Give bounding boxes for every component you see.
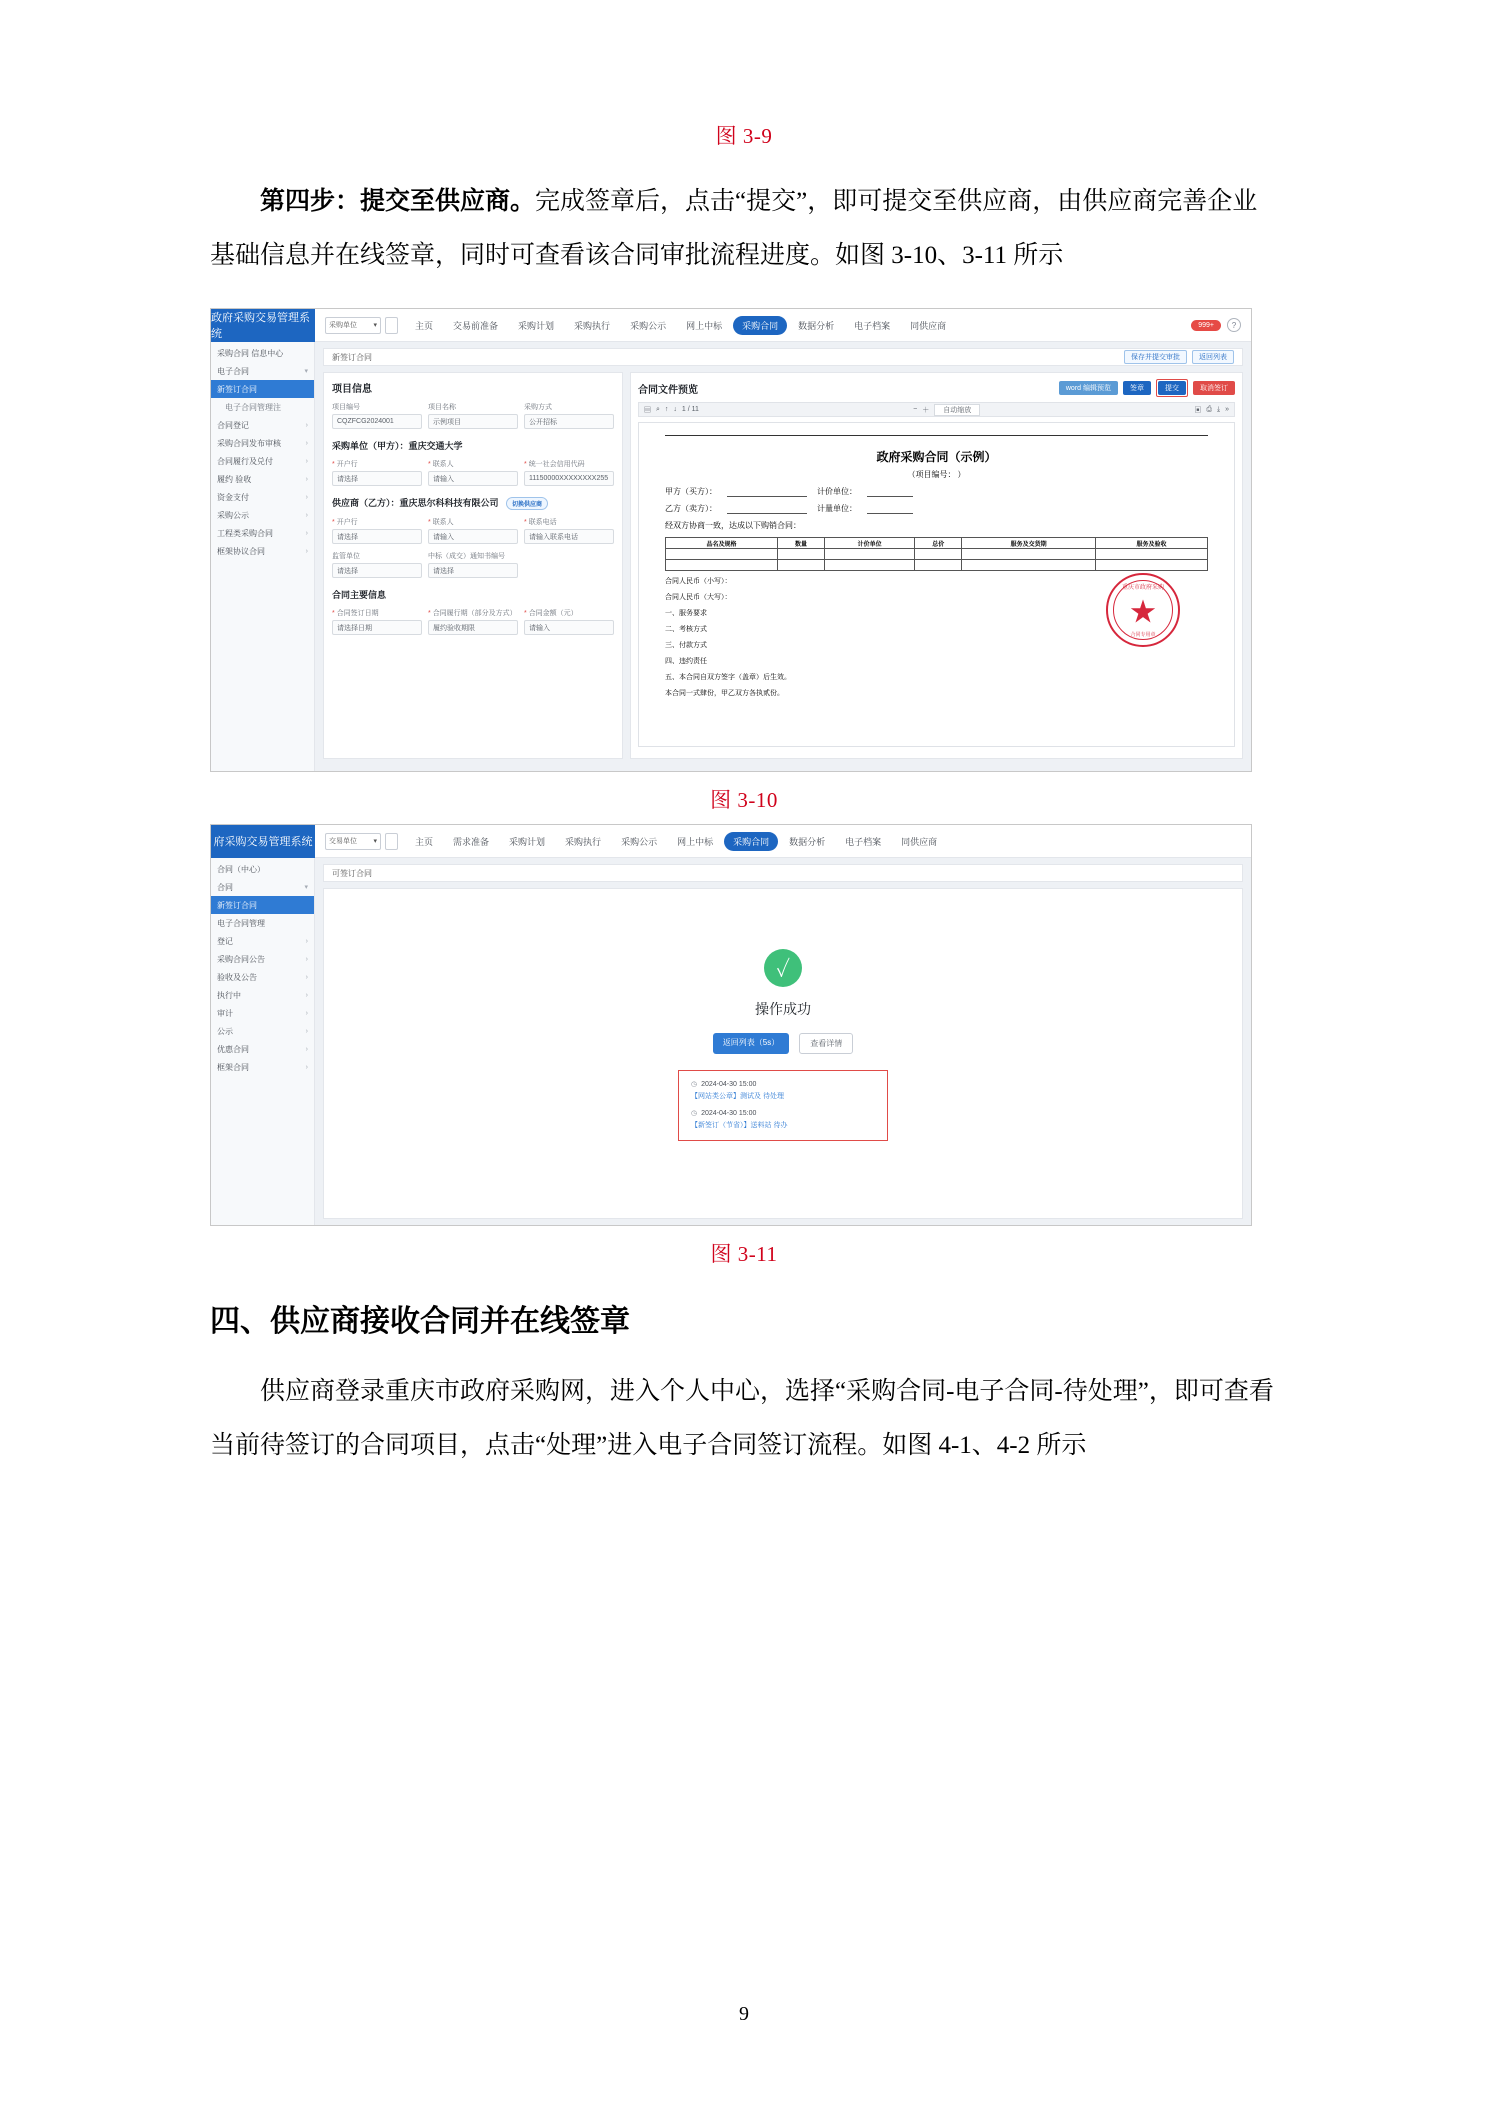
timeline-text-1[interactable]: 【新签订（节省）】送料站 待办: [691, 1122, 788, 1129]
supplier-field-row-1: [332, 517, 614, 544]
pdf-th-3: 总价: [915, 538, 962, 549]
app-body: [211, 342, 1251, 771]
pdf-line-1-left: 乙方（卖方）：: [665, 504, 717, 513]
contract-info-title: 合同主要信息: [332, 590, 387, 601]
sidebar-item-9[interactable]: [211, 506, 314, 524]
pdf-td: [666, 549, 778, 560]
paragraph-supplier: 供应商登录重庆市政府采购网，进入个人中心，选择“采购合同-电子合同-待处理”，即可查看当前待签订的合同项目，点击“处理”进入电子合同签订流程。如图 4-1、4-2 所示: [210, 1378, 1274, 1459]
field-procurement-method: [524, 402, 614, 429]
nav-item-1[interactable]: 交易前准备: [453, 320, 499, 331]
pdf-page-indicator: 1 / 11: [681, 406, 699, 413]
app-logo-2: 府采购交易管理系统: [211, 825, 315, 858]
submit-button-highlight: [1156, 379, 1188, 397]
timeline-time-0: 2024-04-30 15:00: [701, 1081, 757, 1088]
submit-button[interactable]: 提交: [1158, 381, 1186, 395]
field-label-project-code: 项目编号: [332, 404, 360, 411]
nav-item-6-active[interactable]: 采购合同: [733, 316, 787, 335]
paragraph-step-four-bold: 第四步：提交至供应商。: [260, 188, 536, 215]
contract-preview-panel: [630, 372, 1243, 759]
figure-caption-3-11: 图 3-11: [710, 1242, 778, 1266]
sidebar2-label-10: 优惠合同: [217, 1044, 249, 1054]
sidebar-item-label-7: 履约 验收: [217, 474, 252, 484]
view-detail-button[interactable]: 查看详情: [799, 1033, 853, 1054]
sidebar2-label-2: 新签订合同: [217, 900, 257, 910]
nav-item-3[interactable]: 采购执行: [574, 320, 611, 331]
sidebar-item-label-5: 采购合同发布审核: [217, 438, 281, 448]
sidebar-item-4[interactable]: [211, 416, 314, 434]
main-area-2: [315, 858, 1251, 1225]
chevron-right-icon: ›: [305, 1045, 308, 1053]
breadcrumb-actions: [1124, 350, 1234, 364]
main-nav-2: [406, 832, 946, 851]
field-buyer-credit-code: [524, 459, 614, 486]
nav2-item-9[interactable]: 同供应商: [901, 836, 938, 847]
sidebar-item-label-0: 采购合同 信息中心: [217, 348, 284, 358]
sign-button[interactable]: 签章: [1123, 381, 1151, 395]
nav-item-8[interactable]: 电子档案: [854, 320, 891, 331]
pdf-blank-1b: [867, 503, 913, 514]
chevron-right-icon: ›: [305, 547, 308, 555]
required-marker: *: [428, 519, 431, 527]
field-input-perform-period[interactable]: 履约验收期限: [428, 620, 518, 635]
field-input-award-notice-no[interactable]: 请选择: [428, 563, 518, 578]
sidebar2-item-10[interactable]: [211, 1040, 314, 1058]
official-seal-icon: [1106, 573, 1180, 647]
sidebar2-label-3: 电子合同管理: [217, 918, 265, 928]
sidebar2-label-11: 框架合同: [217, 1062, 249, 1072]
pdf-clause-6: 五、本合同自双方签字（盖章）后生效。: [665, 673, 791, 681]
pdf-td: [824, 549, 914, 560]
back-to-list-button[interactable]: 返回列表（5s）: [713, 1033, 789, 1054]
pdf-clause-1: 合同人民币（大写）：: [665, 593, 732, 601]
chevron-right-icon: ›: [305, 1009, 308, 1017]
field-label-sign-date: [332, 608, 422, 618]
field-project-code: [332, 402, 422, 429]
required-marker: *: [524, 610, 527, 618]
nav2-item-7[interactable]: 数据分析: [789, 836, 826, 847]
field-supplier-phone: [524, 517, 614, 544]
sidebar2-label-8: 审计: [217, 1008, 233, 1018]
field-input-regulator[interactable]: 请选择: [332, 563, 422, 578]
field-project-name: [428, 402, 518, 429]
chevron-down-icon: ▾: [304, 368, 308, 375]
zoom-level-select[interactable]: 自动缩放: [934, 404, 980, 416]
chevron-right-icon: ›: [305, 529, 308, 537]
nav-item-7[interactable]: 数据分析: [798, 320, 835, 331]
chevron-right-icon: ›: [305, 421, 308, 429]
field-label-buyer-contact: [428, 459, 518, 469]
project-info-title: 项目信息: [332, 384, 372, 395]
sidebar2-item-6[interactable]: [211, 968, 314, 986]
page-content: [210, 120, 1278, 1498]
sidebar: [211, 342, 315, 771]
field-input-project-code[interactable]: CQZFCG2024001: [332, 414, 422, 429]
sidebar-item-label-4: 合同登记: [217, 420, 249, 430]
app-topbar-2: [211, 825, 1251, 858]
supplier-title: [332, 496, 614, 510]
more-tools-icon[interactable]: »: [1225, 406, 1230, 413]
approval-timeline: [678, 1070, 888, 1141]
sidebar-item-10[interactable]: [211, 524, 314, 542]
nav2-item-8[interactable]: 电子档案: [845, 836, 882, 847]
supplier-title-label: 供应商（乙方）：重庆思尔科科技有限公司: [332, 498, 499, 508]
zoom-out-icon[interactable]: −: [913, 406, 918, 413]
perform-period-label: 合同履行期（部分及方式）: [432, 610, 517, 618]
chevron-right-icon: ›: [305, 973, 308, 981]
chevron-right-icon: ›: [305, 955, 308, 963]
sidebar2-item-9[interactable]: [211, 1022, 314, 1040]
timeline-text-0[interactable]: 【网站类公章】测试及 待处理: [691, 1093, 784, 1100]
sidebar-item-6[interactable]: [211, 452, 314, 470]
success-check-icon: ✓: [764, 949, 802, 987]
field-buyer-contact: [428, 459, 518, 486]
nav2-item-1[interactable]: 需求准备: [453, 836, 490, 847]
field-input-buyer-credit-code[interactable]: 11150000XXXXXXXX255: [524, 471, 614, 486]
back-list-button[interactable]: 返回列表: [1192, 350, 1234, 364]
supplier-contact-label: 联系人: [432, 519, 454, 527]
sidebar2-item-11[interactable]: [211, 1058, 314, 1076]
success-panel: [323, 888, 1243, 1219]
chevron-right-icon: ›: [305, 475, 308, 483]
chevron-right-icon: ›: [305, 511, 308, 519]
chevron-right-icon: ›: [305, 1063, 308, 1071]
field-input-supplier-contact[interactable]: 请输入: [428, 529, 518, 544]
field-label-supplier-phone: [524, 517, 614, 527]
field-input-supplier-phone[interactable]: 请输入联系电话: [524, 529, 614, 544]
figure-caption-3-9: 图 3-9: [715, 124, 773, 148]
preview-title: 合同文件预览: [638, 384, 698, 396]
pdf-clause-3: 二、考核方式: [665, 625, 707, 633]
sidebar-item-label-8: 资金支付: [217, 492, 249, 502]
switch-supplier-button[interactable]: 切换供应商: [506, 497, 548, 510]
paragraph-step-four-rest: 完成签章后，点击“提交”，即可提交至供应商，由供应商完善企业基础信息并在线签章，同时可查看该合同审批流程进度。如图 3-10、3-11 所示: [210, 188, 1258, 269]
breadcrumb: [323, 348, 1243, 366]
sidebar2-item-8[interactable]: [211, 1004, 314, 1022]
breadcrumb-label-2: 可签订合同: [332, 868, 372, 878]
nav-item-2[interactable]: 采购计划: [518, 320, 555, 331]
buyer-title: 采购单位（甲方）：重庆交通大学: [332, 441, 463, 451]
pdf-th-5: 服务及验收: [1095, 538, 1207, 549]
pdf-line-2: [665, 520, 1208, 531]
page-down-icon[interactable]: ↓: [673, 406, 677, 413]
pdf-th-1: 数量: [777, 538, 824, 549]
contract-amount-label: 合同金额（元）: [528, 610, 578, 618]
sidebar-item-label-10: 工程类采购合同: [217, 528, 273, 538]
project-field-row: [332, 402, 614, 429]
word-edit-preview-button[interactable]: word 编辑预览: [1059, 381, 1118, 395]
breadcrumb-2: [323, 864, 1243, 882]
field-label-buyer-credit-code: [524, 459, 614, 469]
chevron-right-icon: ›: [305, 937, 308, 945]
sidebar-item-0[interactable]: [211, 344, 314, 362]
pdf-toolbar: [638, 402, 1235, 417]
cancel-sign-button[interactable]: 取消签订: [1193, 381, 1235, 395]
pdf-clause-2: 一、服务要求: [665, 609, 707, 617]
pdf-line-1: [665, 503, 1208, 514]
chevron-right-icon: ›: [305, 493, 308, 501]
sidebar2-item-4[interactable]: [211, 932, 314, 950]
pdf-clause-5: 四、违约责任: [665, 657, 707, 665]
section-heading: 四、供应商接收合同并在线签章: [210, 1305, 630, 1338]
pdf-td: [962, 549, 1096, 560]
field-input-procurement-method[interactable]: 公开招标: [524, 414, 614, 429]
field-award-notice-no: [428, 551, 518, 578]
sidebar-item-label-9: 采购公示: [217, 510, 249, 520]
success-actions: [713, 1033, 853, 1054]
pdf-th-2: 计价单位: [824, 538, 914, 549]
field-label-perform-period: [428, 608, 518, 618]
sidebar-item-7[interactable]: [211, 470, 314, 488]
sidebar-toggle-icon[interactable]: ▤: [644, 406, 651, 414]
org-select-label: 采购单位: [329, 322, 357, 329]
pdf-td: [1095, 549, 1207, 560]
field-label-supplier-contact: [428, 517, 518, 527]
pdf-td: [915, 549, 962, 560]
preview-header: [638, 379, 1235, 397]
breadcrumb-label: 新签订合同: [332, 352, 372, 362]
pdf-td: [777, 549, 824, 560]
pdf-line-0: [665, 486, 1208, 497]
contract-field-row: [332, 608, 614, 635]
nav-item-0[interactable]: 主页: [415, 320, 434, 331]
clock-icon: ◷: [691, 1081, 698, 1088]
pdf-td: [1095, 560, 1207, 571]
pdf-td: [915, 560, 962, 571]
pdf-title: 政府采购合同（示例）: [876, 450, 997, 464]
sidebar2-item-3[interactable]: [211, 914, 314, 932]
timeline-item-1: [691, 1108, 875, 1132]
pdf-line-0-right: 计价单位：: [817, 487, 857, 496]
nav2-item-5[interactable]: 网上中标: [677, 836, 714, 847]
required-marker: *: [524, 519, 527, 527]
pdf-th-0: 品名及规格: [666, 538, 778, 549]
page-up-icon[interactable]: ↑: [664, 406, 669, 413]
field-perform-period: [428, 608, 518, 635]
field-supplier-bank: [332, 517, 422, 544]
nav-item-5[interactable]: 网上中标: [686, 320, 723, 331]
required-marker: *: [332, 519, 335, 527]
sidebar-item-8[interactable]: [211, 488, 314, 506]
field-label-regulator: 监管单位: [332, 553, 360, 561]
pdf-td: [962, 560, 1096, 571]
pdf-td: [666, 560, 778, 571]
pdf-clause-7: 本合同一式肆份，甲乙双方各执贰份。: [665, 689, 784, 697]
main-nav: [406, 316, 955, 335]
sidebar-2: [211, 858, 315, 1225]
field-sign-date: [332, 608, 422, 635]
chevron-down-icon: ▾: [373, 322, 377, 329]
required-marker: *: [524, 461, 527, 468]
sidebar2-label-6: 验收及公告: [217, 972, 257, 982]
required-marker: *: [332, 610, 335, 618]
menu-toggle-button-2[interactable]: [385, 833, 398, 850]
screenshot-figure-3-10: [210, 308, 1252, 772]
app-body-2: [211, 858, 1251, 1225]
org-select-2[interactable]: [325, 833, 381, 850]
timeline-time-1: 2024-04-30 15:00: [701, 1110, 757, 1117]
page-number: 9: [739, 2003, 749, 2025]
timeline-item-0: [691, 1079, 875, 1103]
save-submit-button[interactable]: 保存并提交审批: [1124, 350, 1187, 364]
app-logo: 政府采购交易管理系统: [211, 309, 315, 342]
download-icon[interactable]: ⤓: [1217, 405, 1221, 413]
help-icon[interactable]: ?: [1227, 318, 1241, 332]
chevron-down-icon: ▾: [304, 884, 308, 891]
field-input-project-name[interactable]: 示例项目: [428, 414, 518, 429]
pdf-blank-0: [727, 486, 807, 497]
supplier-phone-label: 联系电话: [528, 519, 557, 527]
sidebar-item-11[interactable]: [211, 542, 314, 560]
pdf-blank-0b: [867, 486, 913, 497]
buyer-contact-label: 联系人: [432, 461, 454, 468]
chevron-right-icon: ›: [305, 439, 308, 447]
chevron-down-icon: ▾: [373, 838, 377, 845]
pdf-th-4: 服务及交货期: [962, 538, 1096, 549]
sign-date-label: 合同签订日期: [336, 610, 379, 618]
field-buyer-bank: [332, 459, 422, 486]
pdf-table-row: [666, 549, 1208, 560]
field-contract-amount: [524, 608, 614, 635]
sidebar2-label-0: 合同（中心）: [217, 864, 265, 874]
nav2-item-0[interactable]: 主页: [415, 836, 434, 847]
print-icon[interactable]: ⎙: [1206, 405, 1212, 413]
paragraph-step-four: [210, 175, 1278, 283]
zoom-in-icon[interactable]: ＋: [922, 406, 930, 414]
app-topbar: [211, 309, 1251, 342]
field-input-buyer-contact[interactable]: 请输入: [428, 471, 518, 486]
pdf-top-rule: [665, 435, 1208, 436]
project-info-panel: [323, 372, 623, 759]
sidebar-item-3[interactable]: [211, 398, 314, 416]
pdf-line-1-right: 计量单位：: [817, 504, 857, 513]
field-label-project-name: 项目名称: [428, 404, 456, 411]
sidebar-item-label-2: 新签订合同: [217, 384, 257, 394]
sidebar-item-5[interactable]: [211, 434, 314, 452]
chevron-right-icon: ›: [305, 1027, 308, 1035]
pdf-table-header-row: [666, 538, 1208, 549]
supplier-bank-label: 开户行: [336, 519, 358, 527]
seal-star-icon: ★: [1129, 597, 1156, 627]
sidebar2-label-1: 合同: [217, 882, 233, 892]
sidebar2-item-new-contract[interactable]: [211, 896, 314, 914]
pdf-line-0-left: 甲方（买方）：: [665, 487, 717, 496]
figure-caption-3-10: 图 3-10: [710, 788, 778, 812]
field-label-procurement-method: 采购方式: [524, 404, 552, 411]
seal-top-text: 重庆市政府采购: [1121, 585, 1164, 591]
field-label-award-notice-no: 中标（成交）通知书编号: [428, 553, 505, 561]
clock-icon: ◷: [691, 1110, 698, 1117]
pdf-page: [638, 422, 1235, 747]
nav2-item-2[interactable]: 采购计划: [509, 836, 546, 847]
success-message: 操作成功: [755, 1001, 811, 1017]
field-supplier-contact: [428, 517, 518, 544]
required-marker: *: [428, 461, 431, 468]
presentation-icon[interactable]: ▣: [1194, 406, 1202, 414]
chevron-right-icon: ›: [305, 457, 308, 465]
field-input-sign-date[interactable]: 请选择日期: [332, 620, 422, 635]
pdf-clause-0: 合同人民币（小写）：: [665, 577, 732, 585]
sidebar2-item-0[interactable]: [211, 860, 314, 878]
seal-bottom-text: 合同专用章: [1130, 633, 1156, 638]
field-label-contract-amount: [524, 608, 614, 618]
pdf-line-2-left: 经双方协商一致，达成以下购销合同：: [665, 521, 801, 530]
field-input-contract-amount[interactable]: 请输入: [524, 620, 614, 635]
nav-item-4[interactable]: 采购公示: [630, 320, 667, 331]
sidebar-item-label-1: 电子合同: [217, 366, 249, 376]
field-regulator: [332, 551, 422, 578]
sidebar2-label-5: 采购合同公告: [217, 954, 265, 964]
nav2-item-4[interactable]: 采购公示: [621, 836, 658, 847]
sidebar2-item-1[interactable]: [211, 878, 314, 896]
field-spacer: [524, 551, 614, 578]
pdf-td: [777, 560, 824, 571]
org-select-label-2: 交易单位: [329, 838, 357, 845]
nav-item-9[interactable]: 同供应商: [910, 320, 947, 331]
required-marker: *: [332, 461, 335, 468]
pdf-table: [665, 537, 1208, 571]
panels: [323, 372, 1243, 759]
sidebar-item-new-contract[interactable]: [211, 380, 314, 398]
supplier-field-row-2: [332, 551, 614, 578]
field-input-buyer-bank[interactable]: 请选择: [332, 471, 422, 486]
sidebar-item-label-11: 框架协议合同: [217, 546, 265, 556]
org-select[interactable]: [325, 317, 381, 334]
sidebar-item-1[interactable]: [211, 362, 314, 380]
chevron-right-icon: ›: [305, 991, 308, 999]
sidebar2-label-9: 公示: [217, 1026, 233, 1036]
required-marker: *: [428, 610, 431, 618]
field-label-buyer-bank: [332, 459, 422, 469]
buyer-credit-label: 统一社会信用代码: [528, 461, 585, 468]
topbar-right: [1191, 318, 1251, 332]
field-input-supplier-bank[interactable]: 请选择: [332, 529, 422, 544]
search-icon[interactable]: ⌕: [656, 405, 660, 413]
notification-badge[interactable]: 999+: [1191, 320, 1221, 331]
pdf-table-row: [666, 560, 1208, 571]
buyer-bank-label: 开户行: [336, 461, 358, 468]
sidebar2-item-7[interactable]: [211, 986, 314, 1004]
pdf-subtitle: （项目编号： ）: [907, 470, 966, 479]
sidebar2-label-4: 登记: [217, 936, 233, 946]
menu-toggle-button[interactable]: [385, 317, 398, 334]
field-label-supplier-bank: [332, 517, 422, 527]
nav2-item-6-active[interactable]: 采购合同: [724, 832, 778, 851]
screenshot-figure-3-11: [210, 824, 1252, 1226]
nav2-item-3[interactable]: 采购执行: [565, 836, 602, 847]
buyer-field-row: [332, 459, 614, 486]
pdf-clause-4: 三、付款方式: [665, 641, 707, 649]
preview-actions: [1059, 379, 1235, 397]
main-area: [315, 342, 1251, 771]
sidebar-item-label-6: 合同履行及兑付: [217, 456, 273, 466]
sidebar2-label-7: 执行中: [217, 990, 241, 1000]
sidebar-item-label-3: 电子合同管理注: [225, 402, 281, 412]
pdf-td: [824, 560, 914, 571]
pdf-blank-1: [727, 503, 807, 514]
sidebar2-item-5[interactable]: [211, 950, 314, 968]
